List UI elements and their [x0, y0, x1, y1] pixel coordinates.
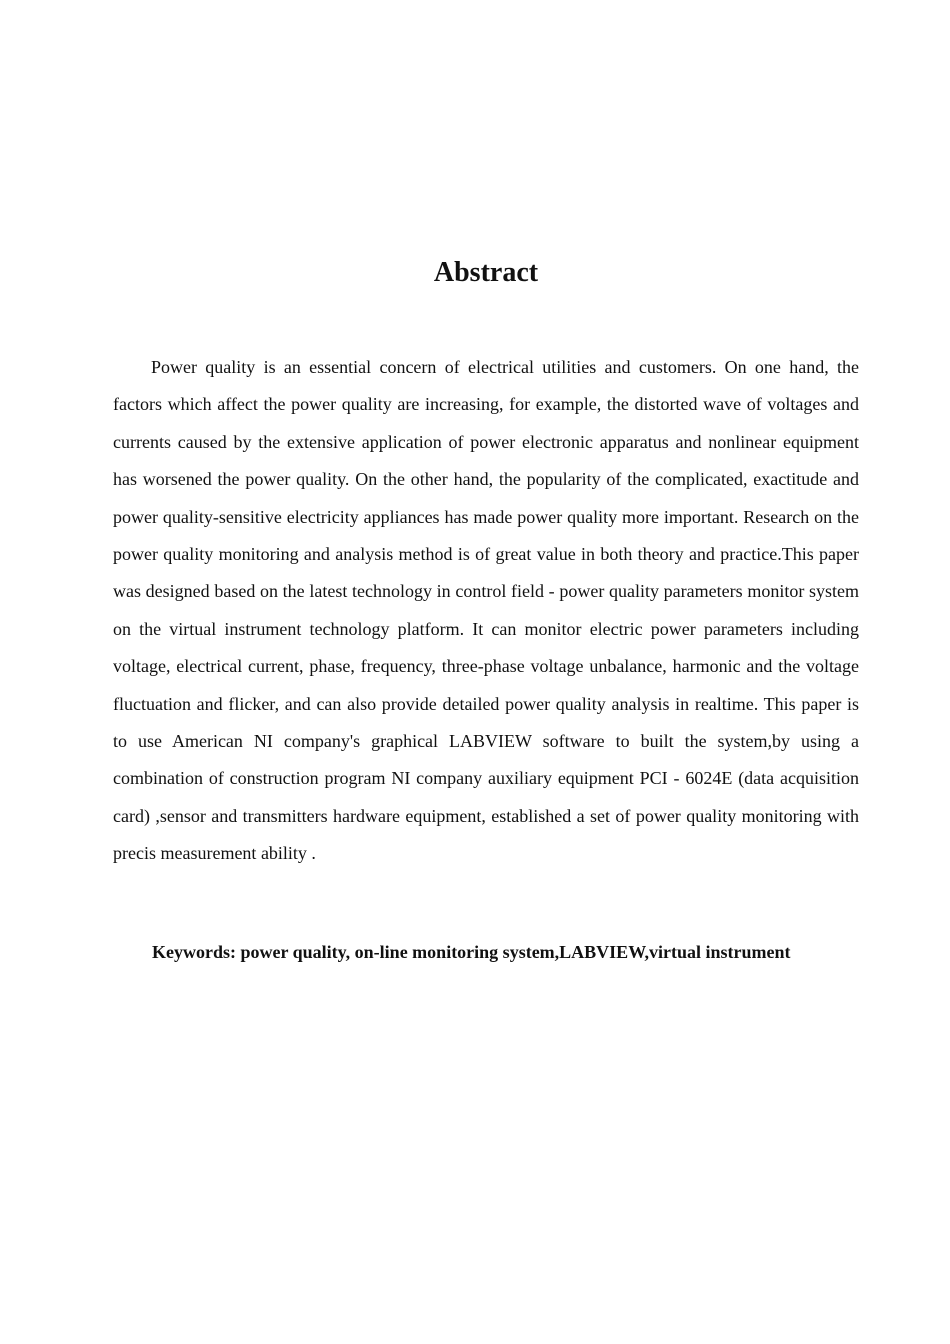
abstract-paragraph: Power quality is an essential concern of electrical utilities and customers. On one hand, the factors which affect the power quality are increasing, for example, the distorted wave of voltages and currents caused by the extensive application of power electronic apparatus and nonlinear equipment has worsened the power quality. On the other hand, the popularity of the complicated, exactitude and power quality-sensitive electricity appliances has made power quality more important. Research on the power quality monitoring and analysis method is of great value in both theory and practice.This paper was designed based on the latest technology in control field - power quality parameters monitor system on the virtual instrument technology platform. It can monitor electric power parameters including voltage, electrical current, phase, frequency, three-phase voltage unbalance, harmonic and the voltage fluctuation and flicker, and can also provide detailed power quality analysis in realtime. This paper is to use American NI company's graphical LABVIEW software to built the system,by using a combination of construction program NI company auxiliary equipment PCI - 6024E (data acquisition card) ,sensor and transmitters hardware equipment, established a set of power quality monitoring with precis measurement ability . — [113, 357, 859, 864]
abstract-title: Abstract — [433, 257, 539, 288]
keywords-line: Keywords: power quality, on-line monitoring system,LABVIEW,virtual instrument — [152, 942, 791, 962]
